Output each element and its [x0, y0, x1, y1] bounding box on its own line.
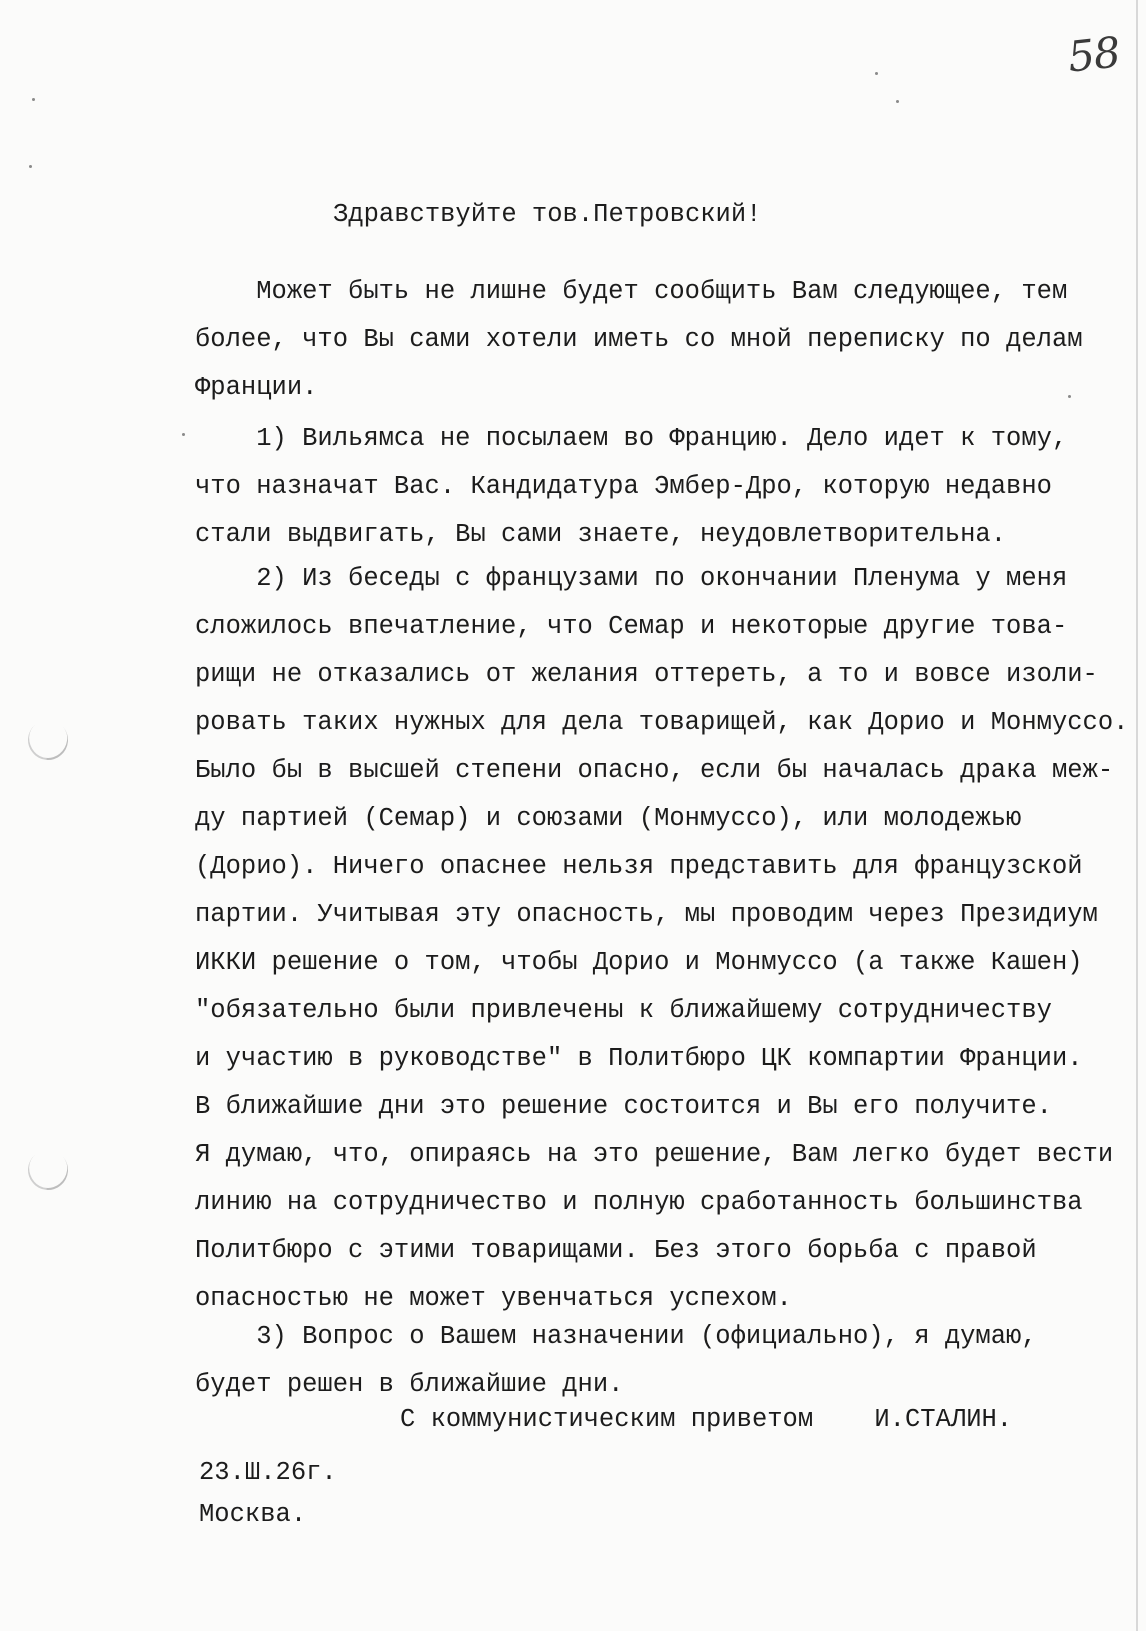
scan-speck: [875, 72, 878, 75]
paragraph-point-1: 1) Вильямса не посылаем во Францию. Дело идет к тому, что назначат Вас. Кандидатура Эмбер-Дро, которую недавно стали выдвигать, Вы сами знаете, неудовлетворительна.: [195, 424, 1068, 549]
handwritten-page-number: 58: [1065, 27, 1122, 82]
letter-place: Москва.: [199, 1500, 307, 1529]
date-place-block: [199, 1452, 337, 1536]
paragraph-point-3: 3) Вопрос о Вашем назначении (официально), я думаю, будет решен в ближайшие дни.: [195, 1322, 1037, 1399]
letter-greeting: Здравствуйте тов.Петровский!: [333, 200, 762, 229]
scan-speck: [29, 165, 32, 168]
punch-hole-mark: [20, 1142, 76, 1198]
page-edge: [1136, 0, 1138, 1631]
punch-hole-mark: [20, 712, 76, 768]
paragraph-intro: Может быть не лишне будет сообщить Вам следующее, тем более, что Вы сами хотели иметь со мной переписку по делам Франции.: [195, 277, 1083, 402]
scan-speck: [896, 100, 899, 103]
closing-signature: С коммунистическим приветом И.СТАЛИН.: [400, 1405, 1013, 1434]
paragraph-point-2: 2) Из беседы с французами по окончании Пленума у меня сложилось впечатление, что Семар и некоторые другие това- рищи не отказались от желания оттереть, а то и вовсе изоли- ровать таких нужных для дела товарищей, как Дорио и Монмуссо. Было бы в высшей степени опасно, если бы началась драка меж- ду партией (Семар) и союзами (Монмуссо), или молодежью (Дорио). Ничего опаснее нельзя представить для французской партии. Учитывая эту опасность, мы проводим через Президиум ИККИ решение о том, чтобы Дорио и Монмуссо (а также Кашен) "обязательно были привлечены к ближайшему сотрудничеству и участию в руководстве" в Политбюро ЦК компартии Франции. В ближайшие дни это решение состоится и Вы его получите. Я думаю, что, опираясь на это решение, Вам легко будет вести линию на сотрудничество и полную сработанность большинства Политбюро с этими товарищами. Без этого борьба с правой опасностью не может увенчаться успехом.: [195, 564, 1129, 1313]
scan-speck: [32, 98, 35, 101]
scan-speck: [182, 433, 185, 436]
letter-date: 23.Ш.26г.: [199, 1458, 337, 1487]
